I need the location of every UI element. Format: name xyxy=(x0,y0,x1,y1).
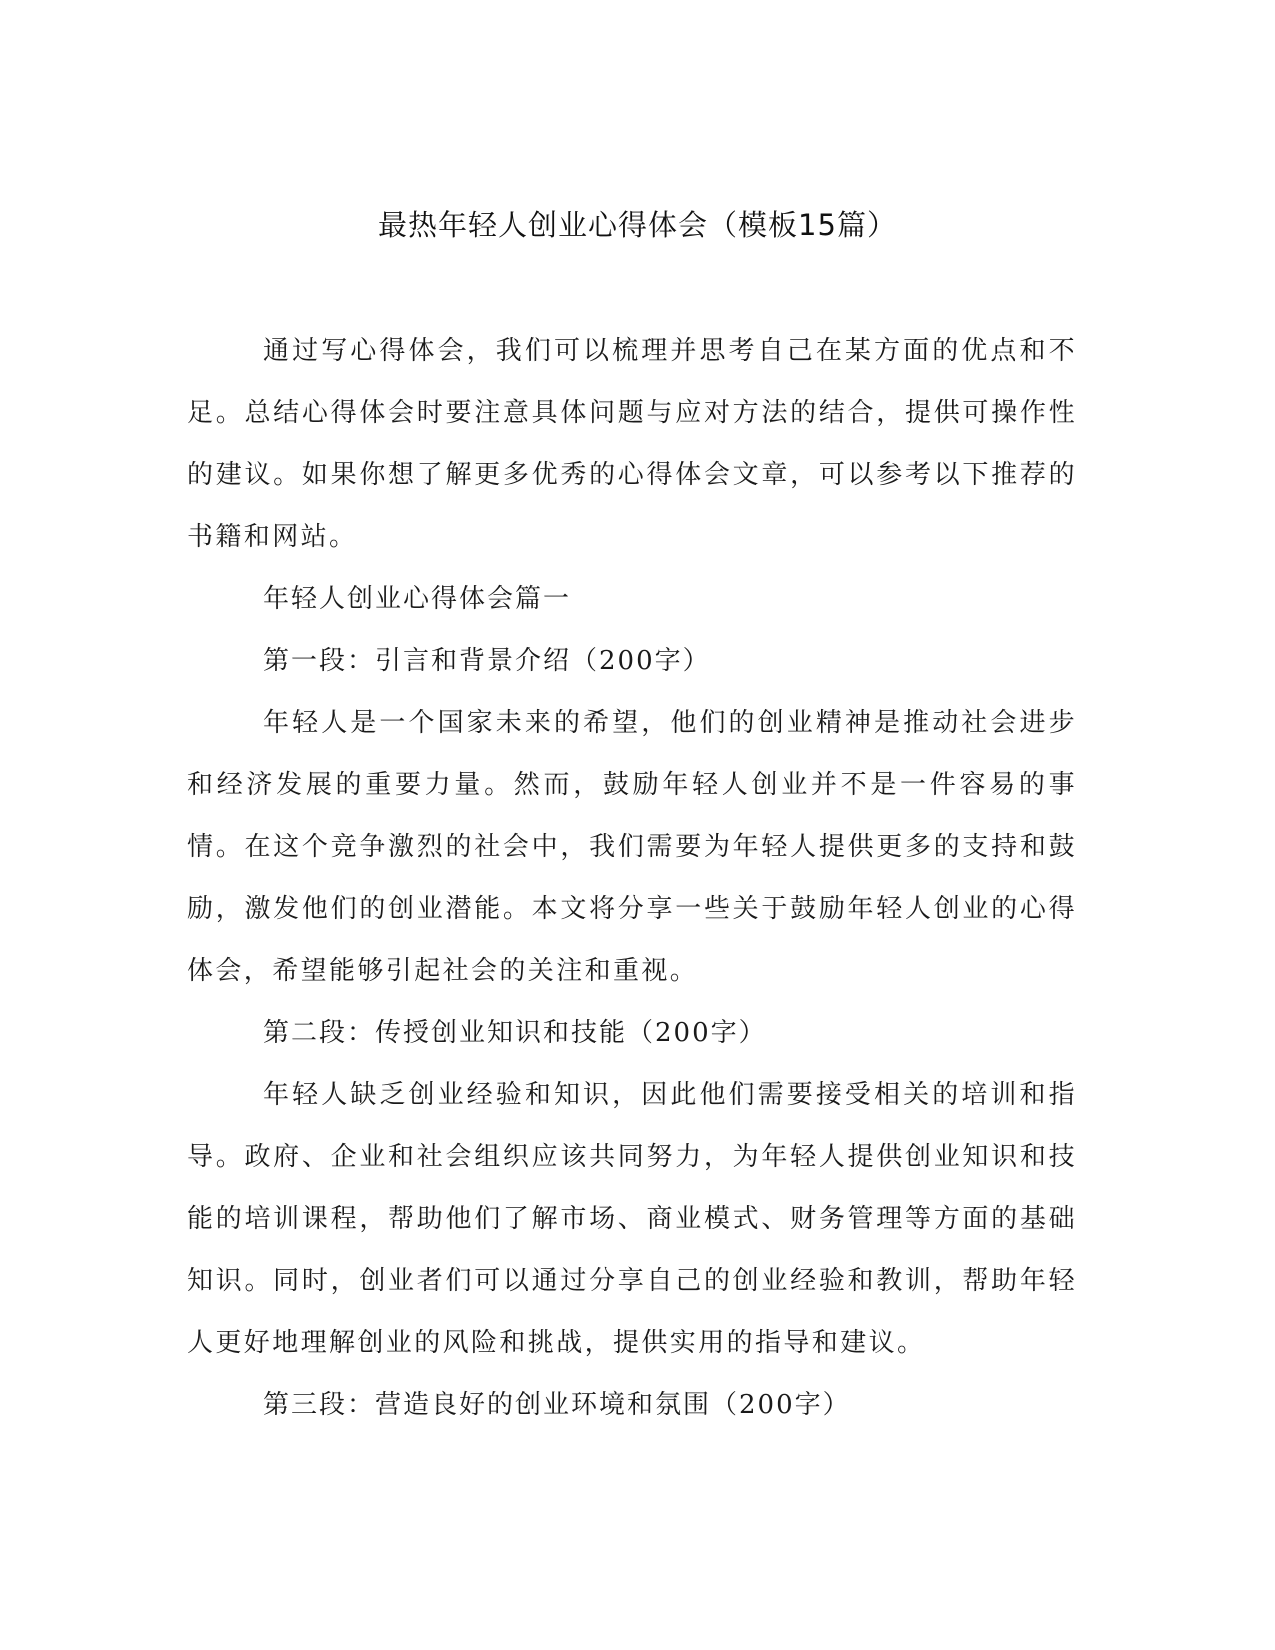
subsection-heading-2: 第二段：传授创业知识和技能（200字） xyxy=(263,1018,767,1048)
intro-paragraph: 通过写心得体会，我们可以梳理并思考自己在某方面的优点和不足。总结心得体会时要注意具体问题与应对方法的结合，提供可操作性的建议。如果你想了解更多优秀的心得体会文章，可以参考以下推荐的书籍和网站。 xyxy=(187,336,1077,552)
section-heading-part-one: 年轻人创业心得体会篇一 xyxy=(263,584,572,614)
subsection-heading-3: 第三段：营造良好的创业环境和氛围（200字） xyxy=(263,1390,851,1420)
subsection-heading-1: 第一段：引言和背景介绍（200字） xyxy=(263,646,711,676)
document-title: 最热年轻人创业心得体会（模板15篇） xyxy=(378,208,897,242)
body-paragraph-1: 年轻人是一个国家未来的希望，他们的创业精神是推动社会进步和经济发展的重要力量。然而，鼓励年轻人创业并不是一件容易的事情。在这个竞争激烈的社会中，我们需要为年轻人提供更多的支持和鼓励，激发他们的创业潜能。本文将分享一些关于鼓励年轻人创业的心得体会，希望能够引起社会的关注和重视。 xyxy=(187,708,1077,986)
document-body xyxy=(187,320,1077,1436)
body-paragraph-2: 年轻人缺乏创业经验和知识，因此他们需要接受相关的培训和指导。政府、企业和社会组织应该共同努力，为年轻人提供创业知识和技能的培训课程，帮助他们了解市场、商业模式、财务管理等方面的基础知识。同时，创业者们可以通过分享自己的创业经验和教训，帮助年轻人更好地理解创业的风险和挑战，提供实用的指导和建议。 xyxy=(187,1080,1077,1358)
